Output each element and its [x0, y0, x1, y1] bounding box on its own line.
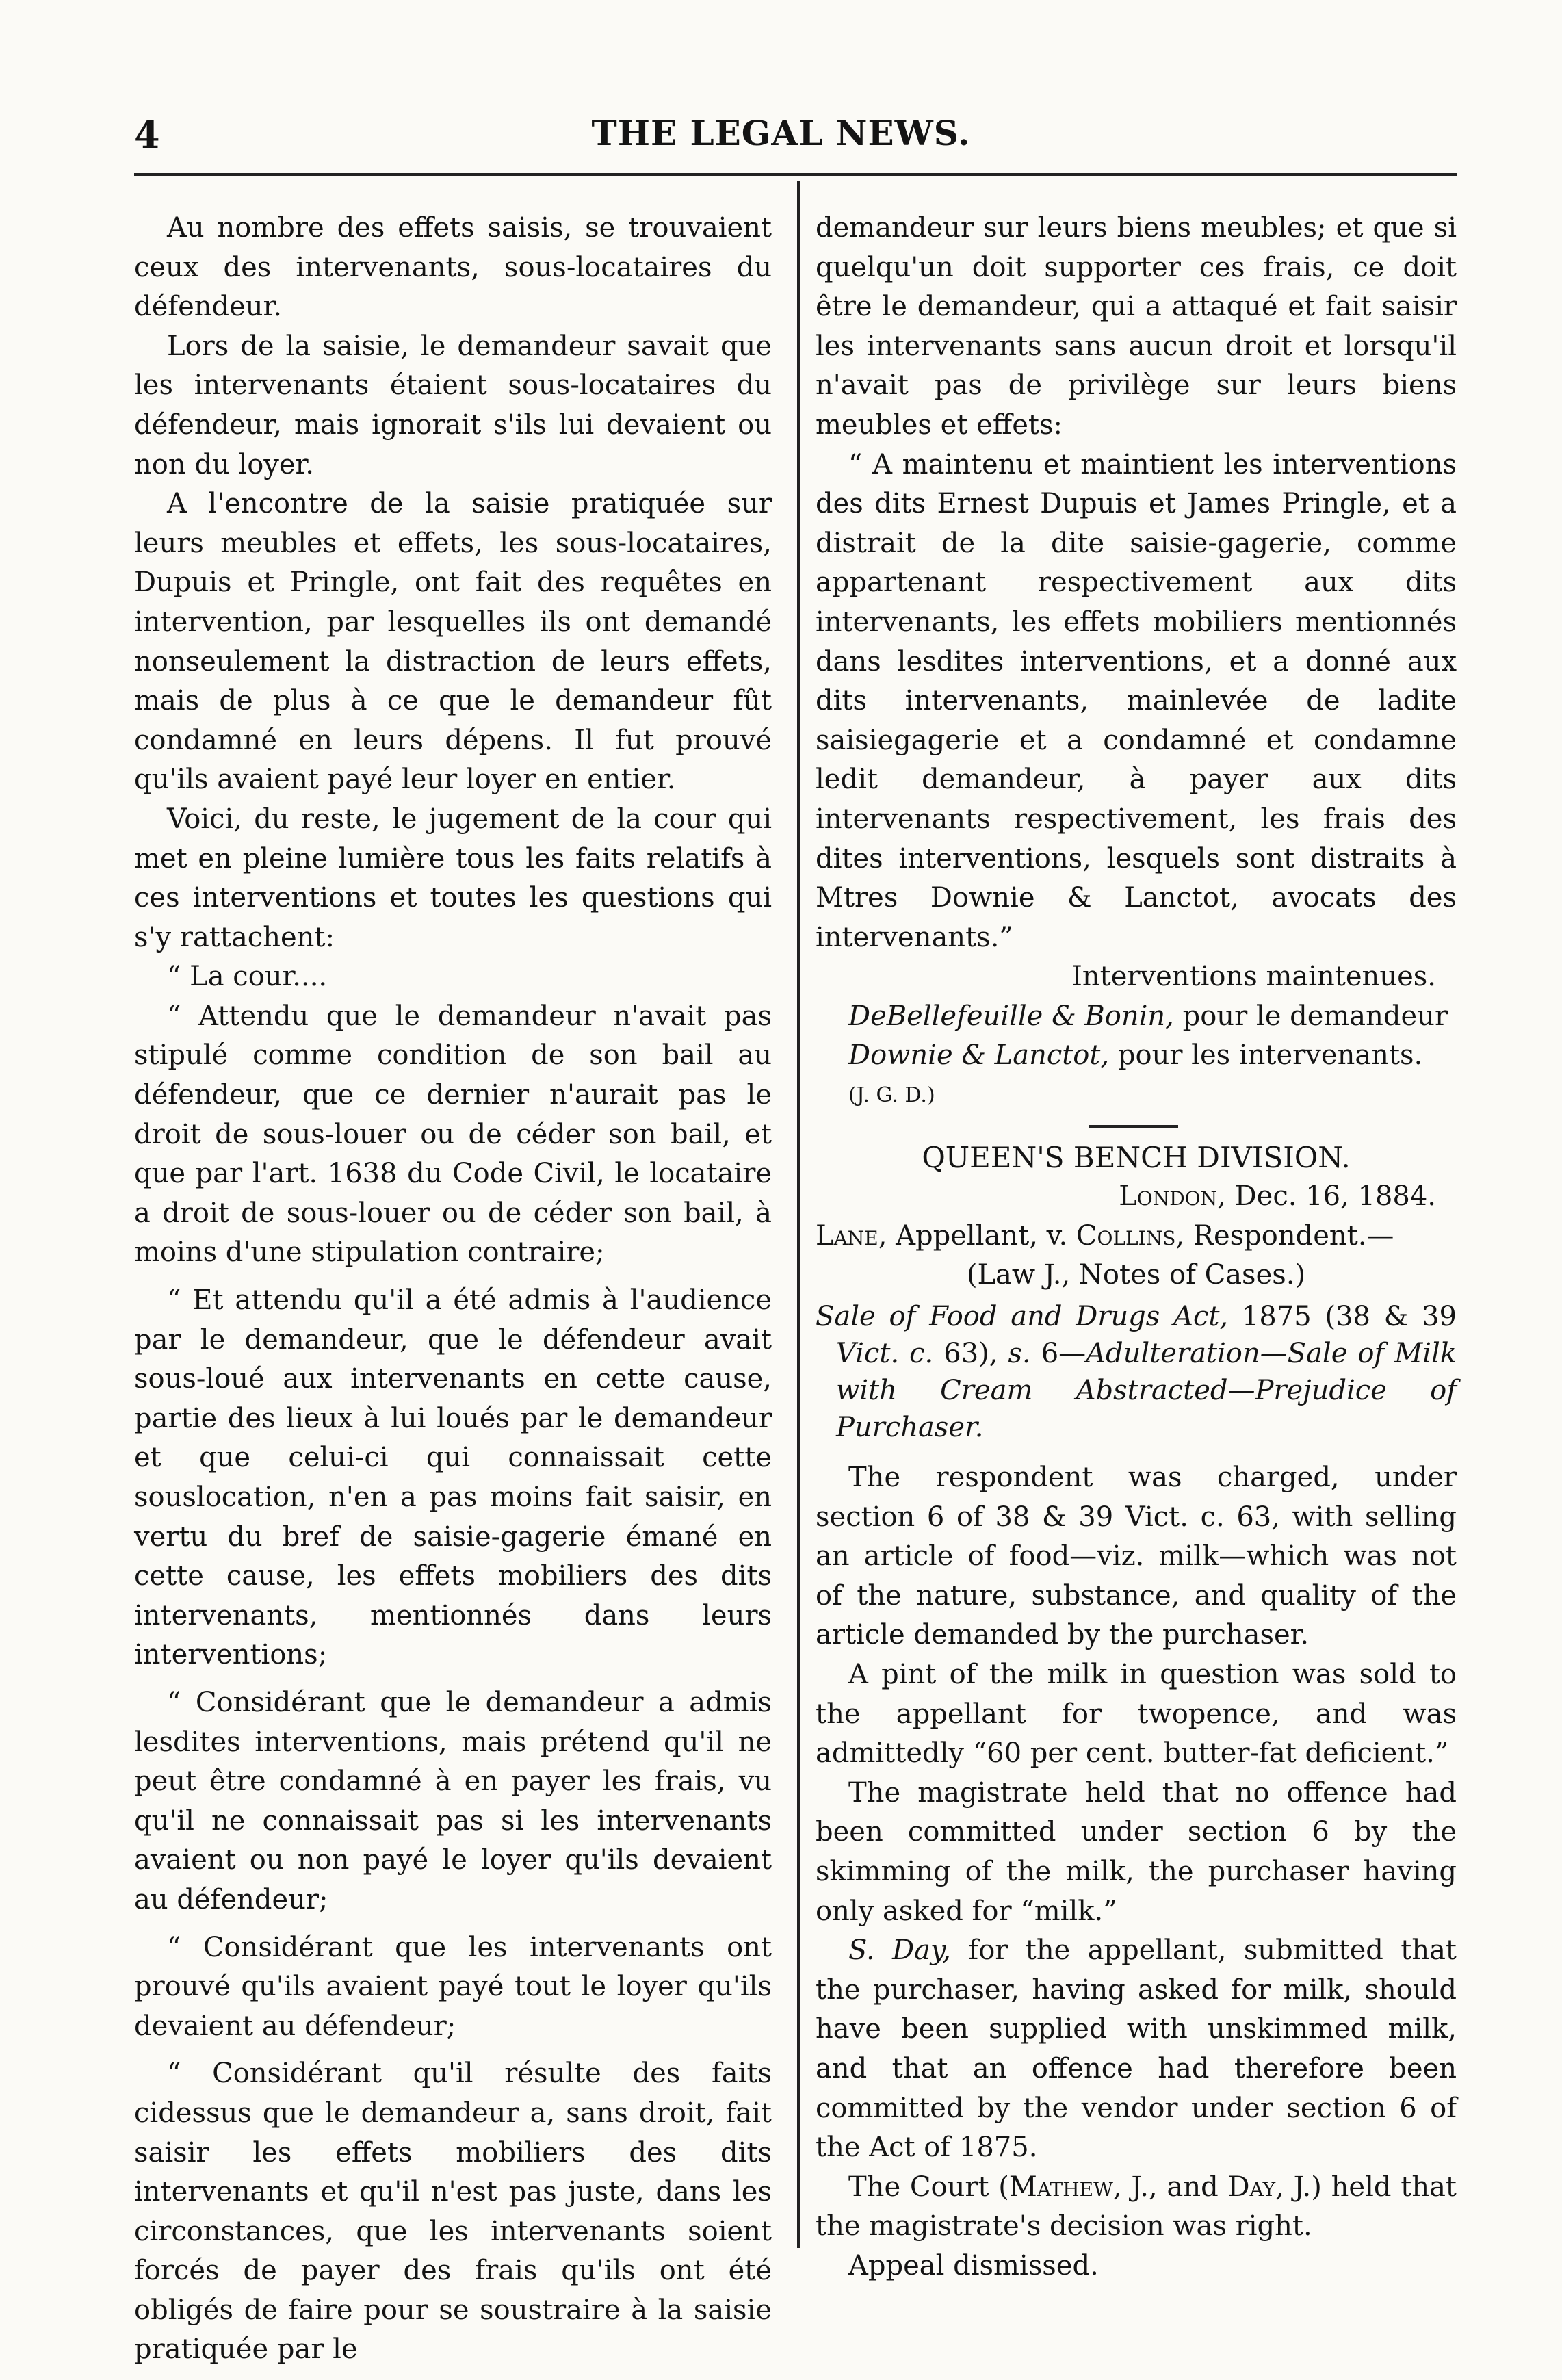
disposition: Appeal dismissed. [848, 2249, 1099, 2281]
paragraph-text: for the appellant, submitted that the purchaser, having asked for milk, should have been supplied with unskimmed milk, and that an offence had therefore been committed by the vendor under section 6 of the Act of 1875. [816, 1935, 1457, 2164]
paragraph: Voici, du reste, le jugement de la cour qui met en pleine lumière tous les faits relatifs à ces interventions et toutes les questions qui s'y rattachent: [134, 803, 772, 953]
counsel-role: pour les intervenants. [1109, 1039, 1423, 1072]
paragraph: Au nombre des effets saisis, se trouvaient ceux des intervenants, sous-locataires du défendeur. [134, 212, 772, 323]
result-line: Interventions maintenues. [1071, 961, 1436, 993]
paragraph: A pint of the milk in question was sold to the appellant for twopence, and was admittedly “60 per cent. butter-fat deficient.” [816, 1659, 1457, 1770]
page-number: 4 [134, 113, 160, 157]
running-head: THE LEGAL NEWS. [591, 113, 971, 153]
headnote-text: 6— [1030, 1338, 1086, 1370]
judge-name: Mathew, [1008, 2171, 1122, 2203]
case-title [816, 1217, 1457, 1256]
paragraph: “ Considérant que les intervenants ont prouvé qu'ils avaient payé tout le loyer qu'ils devaient au défendeur; [134, 1931, 772, 2042]
headnote-text: 63), [933, 1338, 1008, 1370]
paragraph: “ Attendu que le demandeur n'avait pas stipulé comme condition de son bail au défendeur, que ce dernier n'aurait pas le droit de sous-louer ou de céder son bail, et que par l'art. 1638 du Code Civil, le locataire a droit de sous-louer ou de céder son bail, à moins d'une stipulation contraire; [134, 1000, 772, 1269]
headnote-text: Adulteration—Sale of Milk with Cream Abstracted—Prejudice of Purchaser. [836, 1338, 1457, 1444]
headnote-text: Sale of Food and Drugs Act, [816, 1301, 1229, 1333]
column-rule [797, 181, 800, 2248]
counsel-name: S. Day, [848, 1935, 952, 1967]
case-title-text: Respondent.— [1184, 1219, 1394, 1252]
section-divider [1089, 1125, 1178, 1128]
reporter-initials: (J. G. D.) [848, 1083, 935, 1108]
case-title-text: Appellant, v. [887, 1219, 1076, 1252]
headnote [816, 1298, 1457, 1446]
paragraph-text: The Court ( [848, 2171, 1009, 2203]
paragraph: Lors de la saisie, le demandeur savait que les intervenants étaient sous-locataires du défendeur, mais ignorait s'ils lui devaient ou non du loyer. [134, 330, 772, 480]
paragraph: “ A maintenu et maintient les interventions des dits Ernest Dupuis et James Pringle, et a distrait de la dite saisie-gagerie, comme appartenant respectivement aux dits intervenants, les effets mobiliers mentionnés dans lesdites interventions, et a donné aux dits intervenants, mainlevée de ladite saisiegagerie et a condamné et condamne ledit demandeur, à payer aux dits intervenants respectivement, les frais des dites interventions, lesquels sont distraits à Mtres Downie & Lanctot, avocats des intervenants.” [816, 448, 1457, 953]
paragraph: “ Considérant que le demandeur a admis lesdites interventions, mais prétend qu'il ne peut être condamné à en payer les frais, vu qu'il ne connaissait pas si les intervenants avaient ou non payé le loyer qu'ils devaient au défendeur; [134, 1686, 772, 1915]
paragraph [816, 2168, 1457, 2247]
right-column [816, 209, 1457, 2286]
appellant-name: Lane, [816, 1219, 887, 1252]
paragraph: The respondent was charged, under section 6 of 38 & 39 Vict. c. 63, with selling an article of food—viz. milk—which was not of the nature, substance, and quality of the article demanded by the purchaser. [816, 1462, 1457, 1651]
counsel-role: pour le demandeur [1173, 1000, 1448, 1032]
headnote-text: s. [1008, 1338, 1031, 1370]
paragraph-text: J., and [1121, 2171, 1228, 2203]
paragraph: “ Et attendu qu'il a été admis à l'audience par le demandeur, que le défendeur avait sous-loué aux intervenants en cette cause, partie des lieux à lui loués par le demandeur et que celui-ci qui connaissait cette souslocation, n'en a pas moins fait saisir, en vertu du bref de saisie-gagerie émané en cette cause, les effets mobiliers des dits intervenants, mentionnés dans leurs interventions; [134, 1284, 772, 1671]
paragraph: demandeur sur leurs biens meubles; et que si quelqu'un doit supporter ces frais, ce doit être le demandeur, qui a attaqué et fait saisir les intervenants sans aucun droit et lorsqu'il n'avait pas de privilège sur leurs biens meubles et effets: [816, 212, 1457, 441]
paragraph [816, 1931, 1457, 2168]
counsel-name: Downie & Lanctot, [848, 1039, 1110, 1072]
paragraph-text: J.) held that the magistrate's decision was right. [816, 2171, 1457, 2242]
headnote-text: Vict. c. [836, 1338, 934, 1370]
paragraph: The magistrate held that no offence had been committed under section 6 by the skimming of the milk, the purchaser having only asked for “milk.” [816, 1776, 1457, 1927]
paragraph: “ Considérant qu'il résulte des faits cidessus que le demandeur a, sans droit, fait saisir les effets mobiliers des dits intervenants et qu'il n'est pas juste, dans les circonstances, que les intervenants soient forcés de payer des frais qu'ils ont été obligés de faire pour se soustraire à la saisie pratiquée par le [134, 2058, 772, 2366]
respondent-name: Collins, [1076, 1219, 1185, 1252]
counsel-name: DeBellefeuille & Bonin, [848, 1000, 1174, 1032]
head-rule [134, 173, 1457, 176]
judge-name: Day, [1227, 2171, 1284, 2203]
headnote-text: 1875 (38 & 39 [1228, 1301, 1457, 1333]
section-title: QUEEN'S BENCH DIVISION. [922, 1140, 1351, 1174]
dateline-date: Dec. 16, 1884. [1225, 1180, 1436, 1213]
paragraph: A l'encontre de la saisie pratiquée sur leurs meubles et effets, les sous-locataires, Dupuis et Pringle, ont fait des requêtes en intervention, par lesquelles ils ont demandé nonseulement la distraction de leurs effets, mais de plus à ce que le demandeur fût condamné en leurs dépens. Il fut prouvé qu'ils avaient payé leur loyer en entier. [134, 488, 772, 796]
counsel-line [816, 1036, 1457, 1076]
counsel-line [816, 997, 1457, 1037]
paragraph: “ La cour.... [167, 961, 328, 993]
case-source: (Law J., Notes of Cases.) [966, 1259, 1306, 1291]
dateline-place: London, [1119, 1180, 1226, 1213]
left-column [134, 209, 772, 2370]
dateline [816, 1177, 1457, 1217]
